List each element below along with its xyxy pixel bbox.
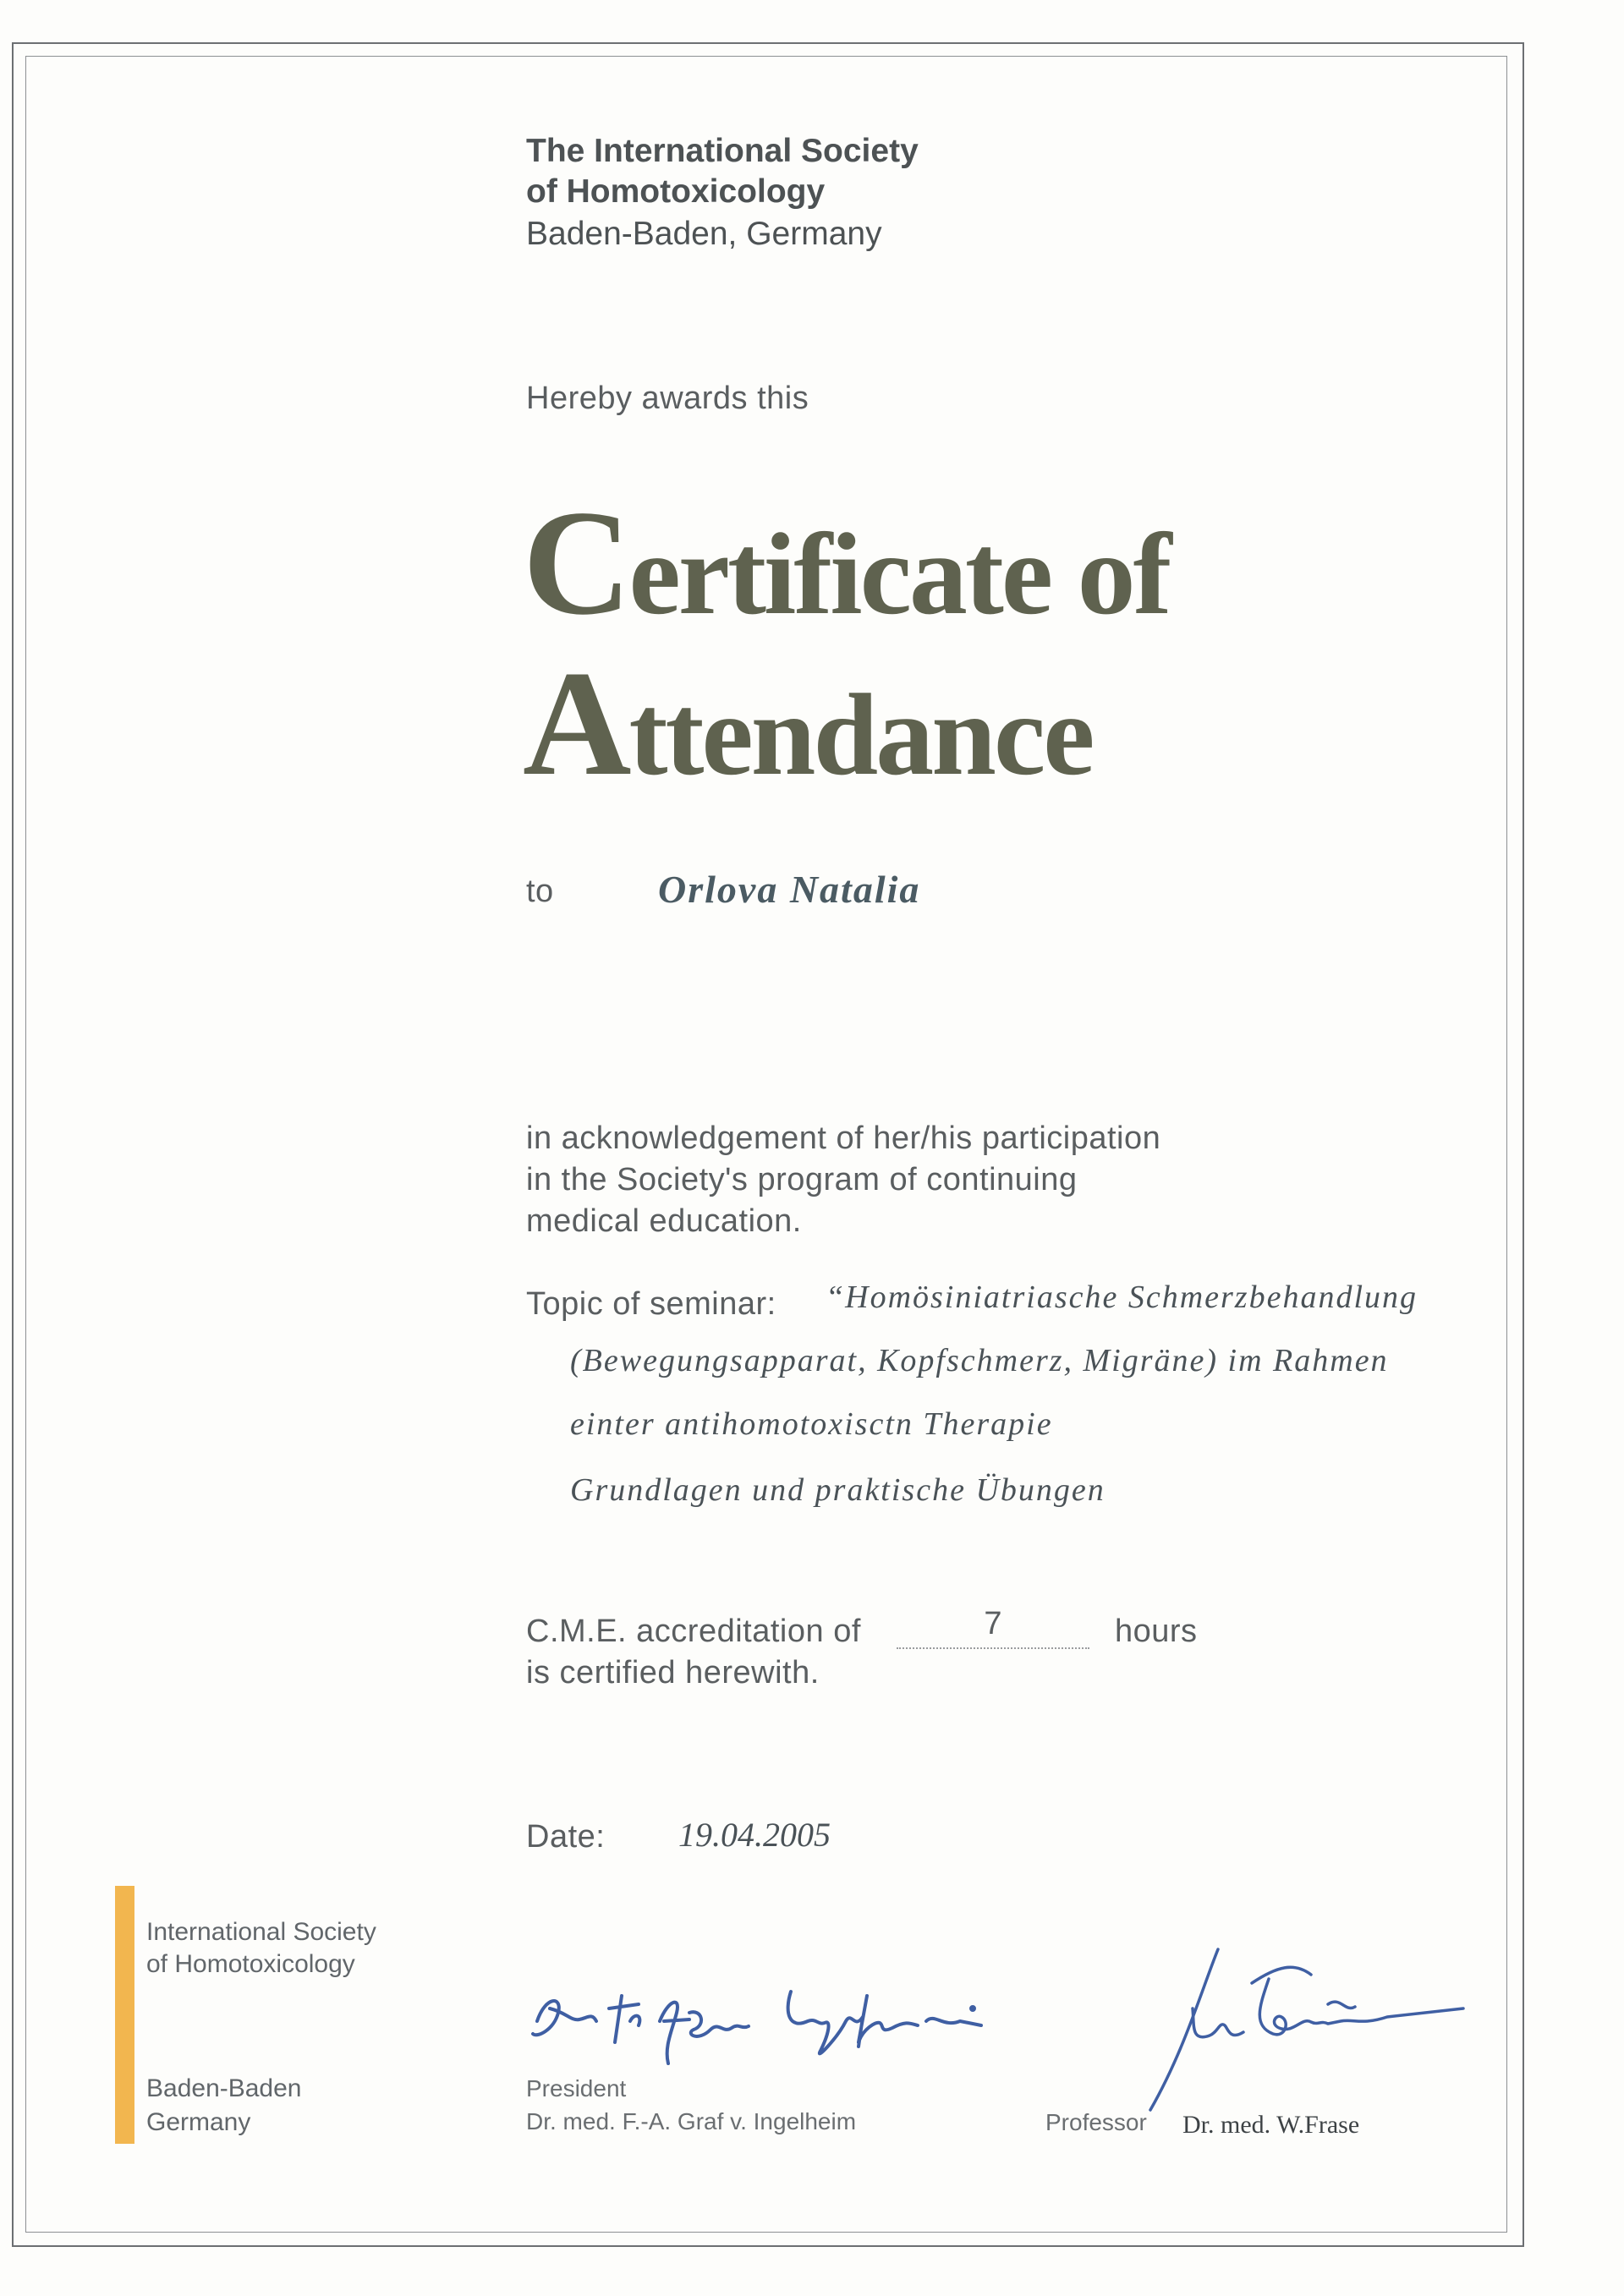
certificate-title-line1	[523, 478, 1170, 659]
seminar-topic-line2: (Bewegungsapparat, Kopfschmerz, Migräne) im Rahmen	[570, 1343, 1389, 1378]
title-initial-a: A	[523, 639, 629, 807]
recipient-prefix: to	[526, 874, 554, 909]
title-rest-2: ttendance	[628, 670, 1093, 799]
logo-text-line1: International Society	[146, 1918, 376, 1946]
seminar-label: Topic of seminar:	[526, 1286, 776, 1322]
recipient-name: Orlova Natalia	[658, 868, 921, 911]
acknowledgement-line3: medical education.	[526, 1203, 802, 1239]
title-rest-1: ertificate of	[628, 509, 1170, 638]
date-label: Date:	[526, 1819, 606, 1855]
president-title: President	[526, 2075, 627, 2101]
society-name-line2: of Homotoxicology	[526, 173, 826, 210]
seminar-topic-line4: Grundlagen und praktische Übungen	[570, 1472, 1106, 1508]
acknowledgement-line2: in the Society's program of continuing	[526, 1162, 1078, 1197]
seminar-topic-line1: “Homösiniatriasche Schmerzbehandlung	[826, 1280, 1418, 1315]
professor-signature	[1133, 1941, 1472, 2127]
title-initial-c: C	[523, 479, 629, 646]
cme-hours-value: 7	[897, 1605, 1089, 1649]
cme-certified-line: is certified herewith.	[526, 1655, 820, 1690]
date-value: 19.04.2005	[678, 1816, 831, 1854]
president-name: Dr. med. F.-A. Graf v. Ingelheim	[526, 2108, 857, 2134]
cme-prefix: C.M.E. accreditation of	[526, 1614, 861, 1649]
president-signature	[520, 1962, 994, 2072]
logo-text-line4: Germany	[146, 2108, 251, 2136]
cme-hours-unit: hours	[1115, 1614, 1198, 1649]
society-name-line1: The International Society	[526, 133, 919, 169]
logo-text-line2: of Homotoxicology	[146, 1950, 355, 1978]
logo-accent-stripe	[115, 1886, 134, 2144]
professor-name: Dr. med. W.Frase	[1182, 2111, 1360, 2139]
society-location: Baden-Baden, Germany	[526, 216, 882, 252]
acknowledgement-line1: in acknowledgement of her/his participation	[526, 1121, 1161, 1156]
certificate-title-line2	[523, 638, 1092, 819]
professor-title: Professor	[1045, 2109, 1147, 2135]
intro-text: Hereby awards this	[526, 381, 809, 416]
seminar-topic-line3: einter antihomotoxisctn Therapie	[570, 1406, 1053, 1442]
logo-text-line3: Baden-Baden	[146, 2074, 302, 2102]
